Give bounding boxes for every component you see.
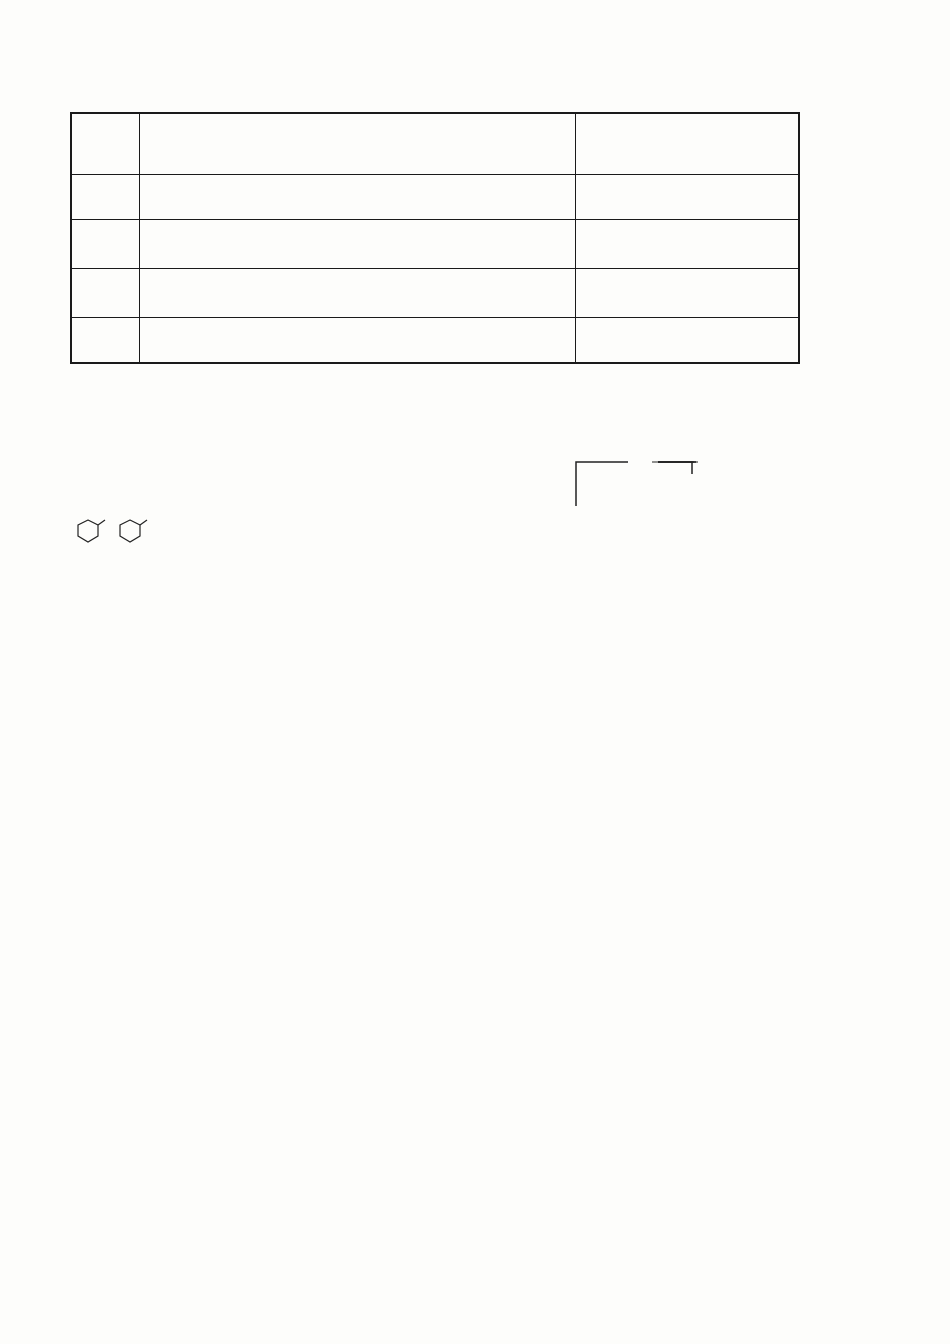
table-row [71, 318, 799, 364]
table-header-row [71, 113, 799, 175]
row-option [71, 318, 139, 364]
electrolysis-diagram [528, 446, 860, 576]
row-option [71, 175, 139, 220]
niacin-structure-small [114, 516, 154, 546]
row-conclusion [575, 175, 799, 220]
row-fact [139, 318, 575, 364]
header-option [71, 113, 139, 175]
row-fact [139, 269, 575, 318]
table-row [71, 175, 799, 220]
row-option [71, 220, 139, 269]
experiment-table [70, 112, 800, 364]
row-fact [139, 175, 575, 220]
row-conclusion [575, 269, 799, 318]
picoline-structure-small [72, 516, 108, 546]
row-conclusion [575, 220, 799, 269]
table-row [71, 269, 799, 318]
header-conclusion [575, 113, 799, 175]
q13-option-b [72, 516, 154, 546]
row-option [71, 269, 139, 318]
header-fact [139, 113, 575, 175]
row-fact [139, 220, 575, 269]
table-row [71, 220, 799, 269]
row-conclusion [575, 318, 799, 364]
